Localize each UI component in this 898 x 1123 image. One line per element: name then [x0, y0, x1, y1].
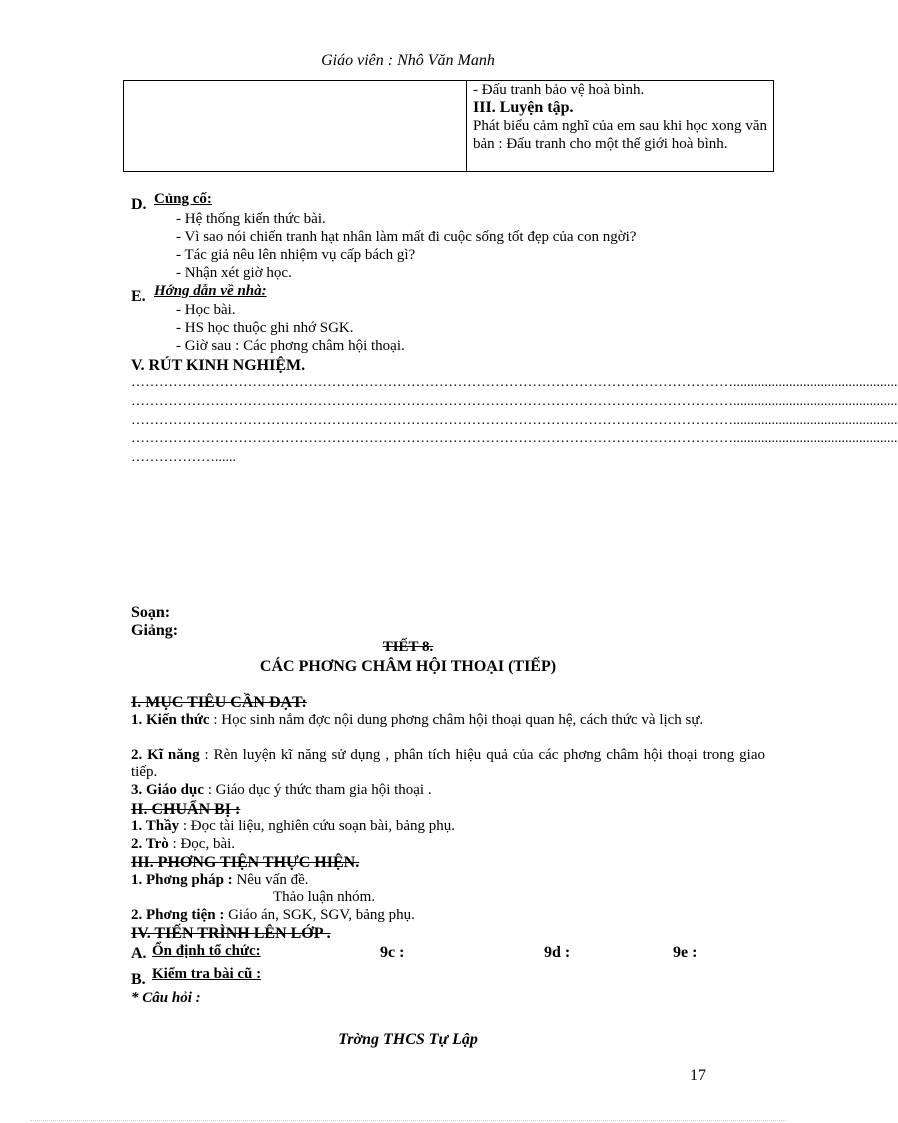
class-9c: 9c :	[380, 944, 405, 961]
section-e-label: E.	[131, 288, 146, 305]
section-iii-title: III. PHƠNG TIỆN THỰC HIỆN.	[131, 854, 360, 871]
section-v-title: V. RÚT KINH NGHIỆM.	[131, 357, 306, 374]
section-iii-p2: 2. Phơng tiện : Giáo án, SGK, SGV, bảng phụ.	[131, 907, 415, 923]
list-item: - Giờ sau : Các phơng châm hội thoại.	[176, 338, 405, 354]
list-item: - Vì sao nói chiến tranh hạt nhân làm mất đi cuộc sống tốt đẹp của con ngời?	[176, 229, 637, 245]
page-footer: Trờng THCS Tự Lập	[338, 1031, 478, 1048]
lesson-title: CÁC PHƠNG CHÂM HỘI THOẠI (TIẾP)	[259, 658, 557, 675]
section-iv-a-title: Ổn định tổ chức:	[152, 943, 261, 959]
section-d-label: D.	[131, 196, 147, 213]
question-label: * Câu hỏi :	[131, 990, 201, 1006]
table-cell-right	[467, 81, 774, 172]
dotted-line: …………………………………………………………………………………………………………………...............................................	[131, 394, 898, 409]
list-item: - Học bài.	[176, 302, 236, 318]
table-heading: III. Luyện tập.	[473, 99, 574, 116]
dotted-line: …………………………………………………………………………………………………………………...............................................	[131, 375, 898, 390]
section-ii-p2: 2. Trò : Đọc, bài.	[131, 836, 236, 852]
section-iii-p1-cont: Thảo luận nhóm.	[273, 889, 376, 905]
dotted-line: …………………………………………………………………………………………………………………...............................................	[131, 413, 898, 428]
section-iii-p1: 1. Phơng pháp : Nêu vấn đề.	[131, 872, 309, 888]
section-iv-b-label: B.	[131, 971, 146, 988]
section-ii-title: II. CHUẨN BỊ :	[131, 801, 241, 818]
soan-label: Soạn:	[131, 604, 171, 621]
table-paragraph: Phát biểu cảm nghĩ của em sau khi học xong văn bản : Đấu tranh cho một thế giới hoà bình.	[473, 118, 767, 152]
dotted-line: …………………………………………………………………………………………………………………...............................................	[131, 431, 898, 446]
list-item: - Tác giả nêu lên nhiệm vụ cấp bách gì?	[176, 247, 416, 263]
table-line: - Đấu tranh bảo vệ hoà bình.	[473, 82, 645, 98]
section-i-p2: 2. Kĩ năng : Rèn luyện kĩ năng sử dụng , phân tích hiệu quả của các phơng châm hội thoại trong giao tiếp.	[131, 747, 765, 780]
dotted-line: ………………......	[131, 450, 236, 465]
content-table	[123, 80, 774, 172]
section-d-title: Củng cố:	[154, 191, 212, 207]
page-number: 17	[690, 1067, 706, 1084]
class-9e: 9e :	[673, 944, 698, 961]
lesson-number: TIẾT 8.	[382, 639, 434, 655]
section-iv-a-label: A.	[131, 945, 147, 962]
page-header: Giáo viên : Nhô Văn Manh	[321, 52, 495, 69]
section-i-p1: 1. Kiến thức : Học sinh nắm đợc nội dung phơng châm hội thoại quan hệ, cách thức và lịch sự.	[131, 712, 704, 728]
section-iv-b-title: Kiểm tra bài cũ :	[152, 966, 262, 982]
section-i-p3: 3. Giáo dục : Giáo dục ý thức tham gia hội thoại .	[131, 782, 432, 798]
page-bottom-rule	[30, 1120, 786, 1121]
section-iv-title: IV. TIẾN TRÌNH LÊN LỚP .	[131, 925, 331, 942]
list-item: - Nhận xét giờ học.	[176, 265, 292, 281]
section-i-title: I. MỤC TIÊU CẦN ĐẠT:	[131, 694, 307, 711]
giang-label: Giảng:	[131, 622, 179, 639]
section-e-title: Hớng dẫn về nhà:	[154, 283, 267, 299]
section-ii-p1: 1. Thầy : Đọc tài liệu, nghiên cứu soạn bài, bảng phụ.	[131, 818, 456, 834]
class-9d: 9d :	[544, 944, 571, 961]
list-item: - HS học thuộc ghi nhớ SGK.	[176, 320, 354, 336]
table-cell-left	[124, 81, 467, 172]
list-item: - Hệ thống kiến thức bài.	[176, 211, 326, 227]
